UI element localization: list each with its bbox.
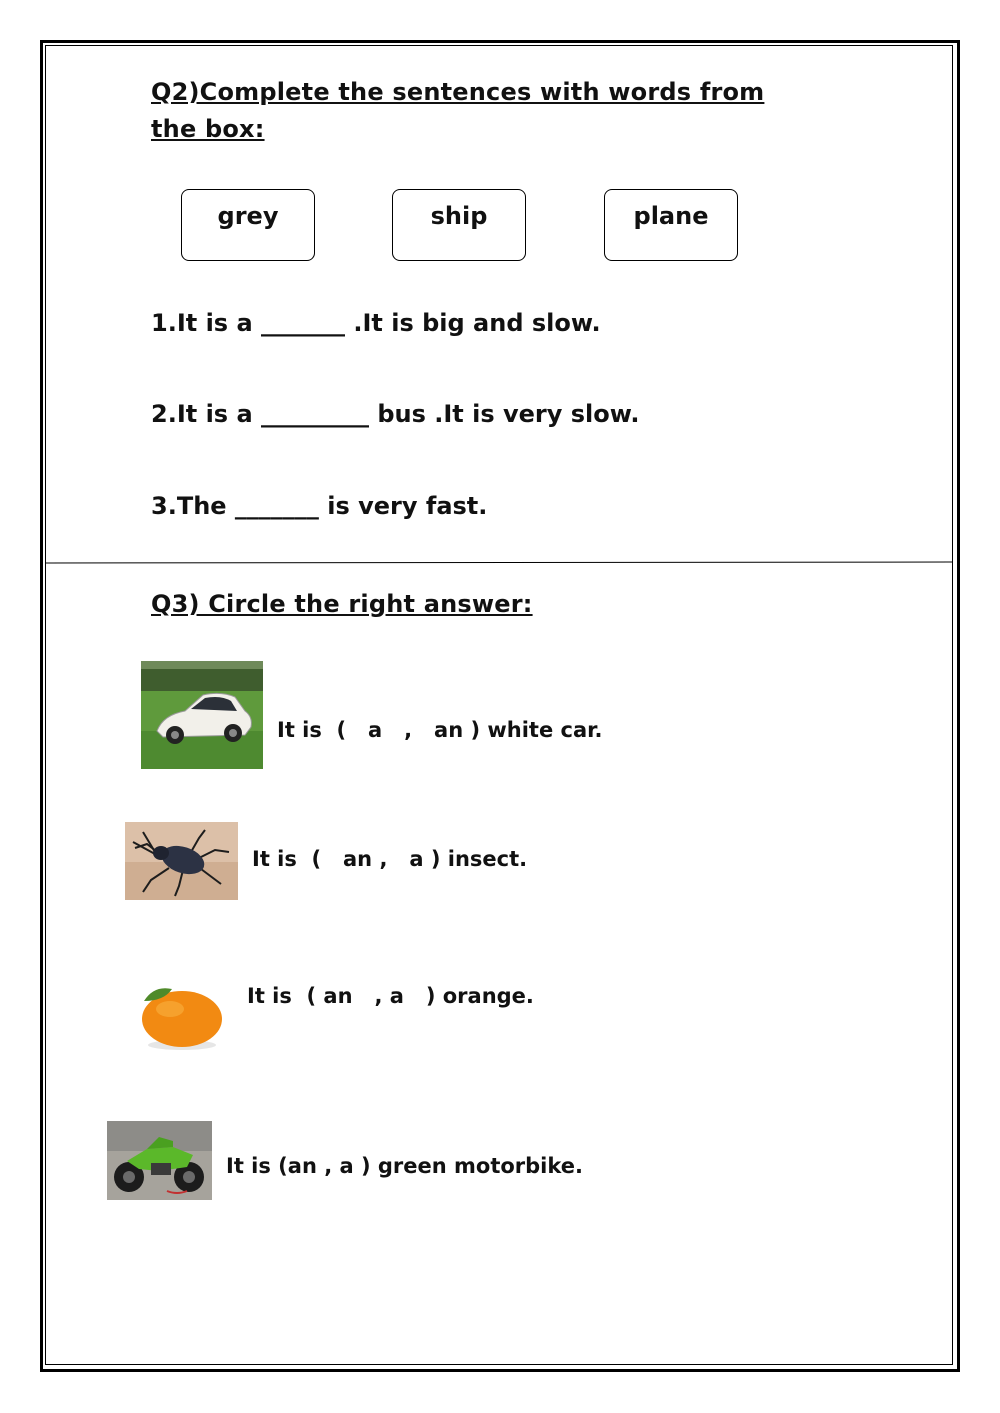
q3-item-motorbike-text: It is (an , a ) green motorbike. — [226, 1154, 583, 1178]
q3-heading: Q3) Circle the right answer: — [151, 590, 533, 618]
q2-sentence-3: 3.The _______ is very fast. — [151, 492, 488, 520]
q2-heading: Q2)Complete the sentences with words from the box: — [151, 78, 765, 143]
q3-item-orange-text: It is ( an , a ) orange. — [247, 984, 534, 1008]
car-photo — [141, 661, 263, 769]
word-box-ship: ship — [392, 189, 526, 261]
q2-sentence-1: 1.It is a _______ .It is big and slow. — [151, 309, 601, 337]
beetle-photo — [125, 822, 238, 900]
word-box-grey: grey — [181, 189, 315, 261]
q3-item-car-text: It is ( a , an ) white car. — [277, 718, 603, 742]
q2-sentence-2: 2.It is a _________ bus .It is very slow. — [151, 400, 640, 428]
orange-photo — [136, 983, 226, 1053]
q3-item-beetle-text: It is ( an , a ) insect. — [252, 847, 528, 871]
word-box-plane: plane — [604, 189, 738, 261]
motorbike-photo — [107, 1121, 212, 1200]
